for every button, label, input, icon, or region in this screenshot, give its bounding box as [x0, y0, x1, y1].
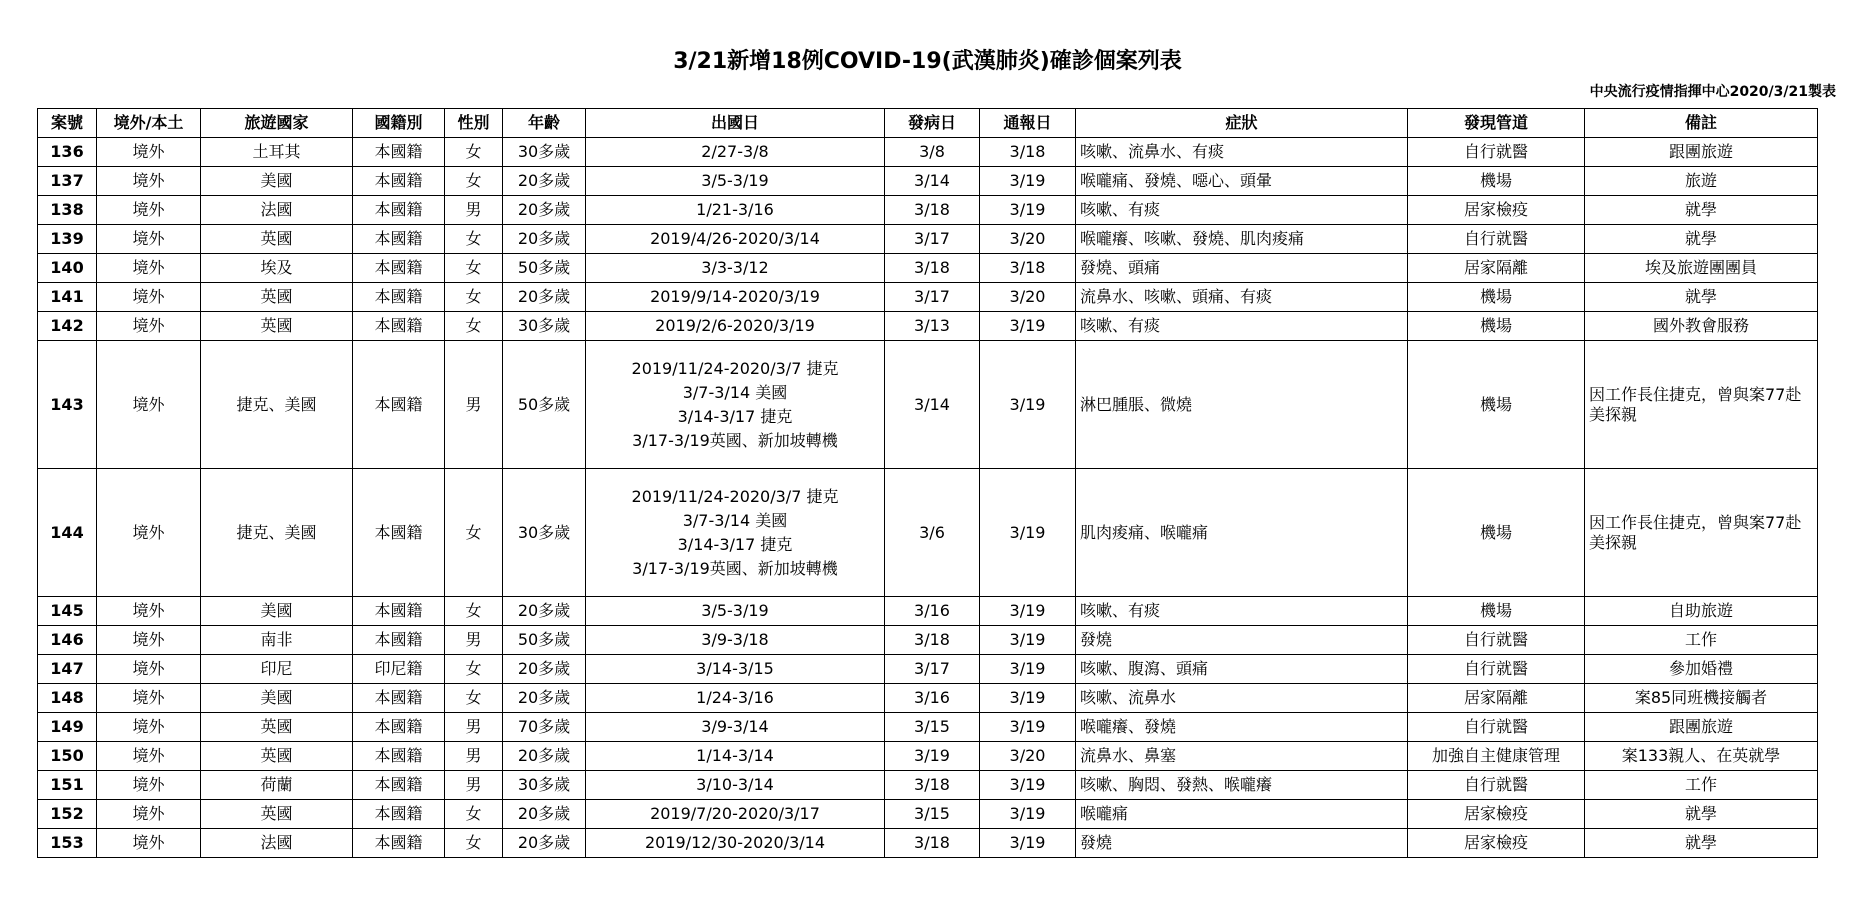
departure-line: 2019/7/20-2020/3/17: [650, 804, 820, 823]
cell-report-date: 3/19: [980, 167, 1076, 196]
cell-age: 50多歲: [503, 341, 586, 469]
departure-line: 3/14-3/15: [696, 659, 774, 678]
cell-case-no: 143: [38, 341, 97, 469]
cell-onset-date: 3/18: [885, 196, 980, 225]
cell-detection: 機場: [1408, 597, 1585, 626]
table-header-row: [38, 109, 1818, 138]
cell-report-date: 3/19: [980, 312, 1076, 341]
cell-report-date: 3/20: [980, 225, 1076, 254]
cell-report-date: 3/19: [980, 771, 1076, 800]
departure-line: 2019/11/24-2020/3/7 捷克: [631, 486, 839, 506]
cell-onset-date: 3/16: [885, 597, 980, 626]
departure-line: 1/24-3/16: [696, 688, 774, 707]
cell-nationality: 本國籍: [353, 312, 445, 341]
cell-onset-date: 3/18: [885, 626, 980, 655]
cell-detection: 居家檢疫: [1408, 829, 1585, 858]
cell-onset-date: 3/15: [885, 800, 980, 829]
table-row: [38, 829, 1818, 858]
cell-notes: 案133親人、在英就學: [1585, 742, 1818, 771]
cell-detection: 居家隔離: [1408, 254, 1585, 283]
cell-symptoms: 流鼻水、鼻塞: [1076, 742, 1408, 771]
cell-detection: 自行就醫: [1408, 626, 1585, 655]
cell-origin: 境外: [97, 684, 201, 713]
table-row: [38, 167, 1818, 196]
cell-departure-date: [586, 655, 885, 684]
header-notes: 備註: [1585, 109, 1818, 138]
cell-origin: 境外: [97, 341, 201, 469]
cell-case-no: 139: [38, 225, 97, 254]
cell-report-date: 3/19: [980, 597, 1076, 626]
cell-nationality: 本國籍: [353, 771, 445, 800]
cell-nationality: 本國籍: [353, 167, 445, 196]
cell-detection: 機場: [1408, 312, 1585, 341]
cell-notes: 就學: [1585, 283, 1818, 312]
cell-sex: 女: [445, 684, 503, 713]
cell-origin: 境外: [97, 597, 201, 626]
cell-nationality: 本國籍: [353, 684, 445, 713]
cell-travel-country: 土耳其: [201, 138, 353, 167]
cell-onset-date: 3/17: [885, 225, 980, 254]
cell-nationality: 本國籍: [353, 138, 445, 167]
table-row: [38, 713, 1818, 742]
departure-line: 3/7-3/14 美國: [682, 510, 788, 530]
cell-onset-date: 3/15: [885, 713, 980, 742]
cell-notes: 因工作長住捷克，曾與案77赴美探親: [1585, 469, 1818, 597]
table-row: [38, 684, 1818, 713]
header-nationality: 國籍別: [353, 109, 445, 138]
cell-age: 30多歲: [503, 469, 586, 597]
table-row: [38, 655, 1818, 684]
departure-line: 2019/9/14-2020/3/19: [650, 287, 820, 306]
cell-origin: 境外: [97, 655, 201, 684]
cell-notes: 因工作長住捷克，曾與案77赴美探親: [1585, 341, 1818, 469]
cell-nationality: 本國籍: [353, 469, 445, 597]
header-symptoms: 症狀: [1076, 109, 1408, 138]
cell-symptoms: 發燒、頭痛: [1076, 254, 1408, 283]
cell-departure-date: [586, 341, 885, 469]
cell-notes: 自助旅遊: [1585, 597, 1818, 626]
cell-report-date: 3/19: [980, 713, 1076, 742]
cell-travel-country: 美國: [201, 597, 353, 626]
cell-symptoms: 發燒: [1076, 626, 1408, 655]
cell-departure-date: [586, 800, 885, 829]
cell-detection: 機場: [1408, 341, 1585, 469]
cell-sex: 男: [445, 713, 503, 742]
cell-case-no: 140: [38, 254, 97, 283]
departure-line: 3/5-3/19: [701, 171, 769, 190]
cell-notes: 國外教會服務: [1585, 312, 1818, 341]
cell-notes: 跟團旅遊: [1585, 138, 1818, 167]
cell-onset-date: 3/17: [885, 655, 980, 684]
cell-nationality: 本國籍: [353, 254, 445, 283]
departure-line: 3/9-3/14: [701, 717, 769, 736]
cell-detection: 自行就醫: [1408, 225, 1585, 254]
cell-travel-country: 捷克、美國: [201, 341, 353, 469]
cell-departure-date: [586, 138, 885, 167]
cell-origin: 境外: [97, 283, 201, 312]
cell-age: 20多歲: [503, 742, 586, 771]
cell-travel-country: 南非: [201, 626, 353, 655]
table-row: [38, 341, 1818, 469]
cell-case-no: 147: [38, 655, 97, 684]
cell-sex: 女: [445, 597, 503, 626]
departure-line: 3/10-3/14: [696, 775, 774, 794]
cell-departure-date: [586, 225, 885, 254]
cell-age: 20多歲: [503, 283, 586, 312]
cell-age: 20多歲: [503, 167, 586, 196]
cell-report-date: 3/19: [980, 829, 1076, 858]
cell-onset-date: 3/13: [885, 312, 980, 341]
cell-report-date: 3/19: [980, 800, 1076, 829]
table-row: [38, 626, 1818, 655]
cell-age: 20多歲: [503, 684, 586, 713]
cell-onset-date: 3/14: [885, 341, 980, 469]
cell-onset-date: 3/6: [885, 469, 980, 597]
cell-case-no: 149: [38, 713, 97, 742]
cell-symptoms: 咳嗽、腹瀉、頭痛: [1076, 655, 1408, 684]
cell-travel-country: 美國: [201, 167, 353, 196]
cell-notes: 就學: [1585, 800, 1818, 829]
cell-age: 50多歲: [503, 626, 586, 655]
cell-onset-date: 3/18: [885, 829, 980, 858]
cell-travel-country: 埃及: [201, 254, 353, 283]
cell-travel-country: 英國: [201, 283, 353, 312]
cell-travel-country: 法國: [201, 196, 353, 225]
cell-age: 20多歲: [503, 225, 586, 254]
cell-nationality: 本國籍: [353, 597, 445, 626]
cell-sex: 女: [445, 254, 503, 283]
cell-detection: 自行就醫: [1408, 138, 1585, 167]
cell-case-no: 146: [38, 626, 97, 655]
cell-departure-date: [586, 713, 885, 742]
table-row: [38, 771, 1818, 800]
cell-case-no: 145: [38, 597, 97, 626]
cell-symptoms: 咳嗽、有痰: [1076, 597, 1408, 626]
cell-sex: 女: [445, 655, 503, 684]
cell-departure-date: [586, 312, 885, 341]
cell-age: 50多歲: [503, 254, 586, 283]
cell-onset-date: 3/18: [885, 254, 980, 283]
cell-departure-date: [586, 167, 885, 196]
cell-travel-country: 英國: [201, 225, 353, 254]
cell-symptoms: 咳嗽、有痰: [1076, 196, 1408, 225]
cell-notes: 埃及旅遊團團員: [1585, 254, 1818, 283]
table-row: [38, 254, 1818, 283]
table-row: [38, 196, 1818, 225]
cell-report-date: 3/20: [980, 283, 1076, 312]
cell-origin: 境外: [97, 469, 201, 597]
header-report-date: 通報日: [980, 109, 1076, 138]
departure-line: 3/14-3/17 捷克: [677, 534, 793, 554]
cell-report-date: 3/19: [980, 626, 1076, 655]
cell-sex: 女: [445, 167, 503, 196]
departure-line: 1/21-3/16: [696, 200, 774, 219]
header-age: 年齡: [503, 109, 586, 138]
departure-line: 3/3-3/12: [701, 258, 769, 277]
cell-age: 20多歲: [503, 829, 586, 858]
table-row: [38, 283, 1818, 312]
cell-departure-date: [586, 684, 885, 713]
cell-departure-date: [586, 771, 885, 800]
cell-sex: 女: [445, 283, 503, 312]
cell-notes: 就學: [1585, 829, 1818, 858]
cell-symptoms: 肌肉痠痛、喉嚨痛: [1076, 469, 1408, 597]
departure-line: 2019/2/6-2020/3/19: [655, 316, 815, 335]
cell-age: 20多歲: [503, 800, 586, 829]
page-title: 3/21新增18例COVID-19(武漢肺炎)確診個案列表: [673, 49, 1182, 74]
cell-departure-date: [586, 469, 885, 597]
cell-symptoms: 喉嚨痛: [1076, 800, 1408, 829]
cell-symptoms: 咳嗽、流鼻水: [1076, 684, 1408, 713]
header-sex: 性別: [445, 109, 503, 138]
cell-detection: 居家隔離: [1408, 684, 1585, 713]
cell-detection: 加強自主健康管理: [1408, 742, 1585, 771]
case-table: [37, 108, 1818, 858]
cell-notes: 參加婚禮: [1585, 655, 1818, 684]
cell-case-no: 150: [38, 742, 97, 771]
cell-case-no: 148: [38, 684, 97, 713]
cell-origin: 境外: [97, 771, 201, 800]
cell-symptoms: 咳嗽、有痰: [1076, 312, 1408, 341]
departure-line: 3/9-3/18: [701, 630, 769, 649]
table-body: [38, 138, 1818, 858]
cell-nationality: 本國籍: [353, 196, 445, 225]
cell-detection: 機場: [1408, 469, 1585, 597]
cell-detection: 機場: [1408, 167, 1585, 196]
cell-departure-date: [586, 254, 885, 283]
cell-symptoms: 咳嗽、胸悶、發熱、喉嚨癢: [1076, 771, 1408, 800]
cell-report-date: 3/19: [980, 196, 1076, 225]
cell-case-no: 142: [38, 312, 97, 341]
departure-line: 3/14-3/17 捷克: [677, 406, 793, 426]
cell-nationality: 本國籍: [353, 341, 445, 469]
cell-onset-date: 3/8: [885, 138, 980, 167]
cell-travel-country: 英國: [201, 800, 353, 829]
cell-travel-country: 法國: [201, 829, 353, 858]
header-case-no: 案號: [38, 109, 97, 138]
cell-origin: 境外: [97, 800, 201, 829]
cell-age: 30多歲: [503, 771, 586, 800]
cell-travel-country: 英國: [201, 742, 353, 771]
cell-origin: 境外: [97, 254, 201, 283]
cell-sex: 女: [445, 469, 503, 597]
cell-case-no: 137: [38, 167, 97, 196]
table-row: [38, 742, 1818, 771]
table-row: [38, 138, 1818, 167]
cell-sex: 女: [445, 312, 503, 341]
cell-travel-country: 美國: [201, 684, 353, 713]
cell-travel-country: 英國: [201, 713, 353, 742]
cell-sex: 男: [445, 196, 503, 225]
cell-nationality: 本國籍: [353, 283, 445, 312]
cell-symptoms: 咳嗽、流鼻水、有痰: [1076, 138, 1408, 167]
cell-origin: 境外: [97, 312, 201, 341]
cell-age: 20多歲: [503, 655, 586, 684]
cell-departure-date: [586, 196, 885, 225]
cell-age: 30多歲: [503, 312, 586, 341]
cell-notes: 就學: [1585, 225, 1818, 254]
cell-age: 30多歲: [503, 138, 586, 167]
cell-case-no: 138: [38, 196, 97, 225]
header-departure-date: 出國日: [586, 109, 885, 138]
cell-nationality: 本國籍: [353, 225, 445, 254]
cell-sex: 男: [445, 742, 503, 771]
cell-detection: 居家檢疫: [1408, 196, 1585, 225]
cell-sex: 男: [445, 341, 503, 469]
cell-nationality: 本國籍: [353, 742, 445, 771]
cell-sex: 女: [445, 829, 503, 858]
cell-onset-date: 3/19: [885, 742, 980, 771]
cell-case-no: 153: [38, 829, 97, 858]
cell-sex: 女: [445, 225, 503, 254]
cell-detection: 自行就醫: [1408, 655, 1585, 684]
cell-notes: 工作: [1585, 771, 1818, 800]
cell-travel-country: 捷克、美國: [201, 469, 353, 597]
cell-report-date: 3/19: [980, 655, 1076, 684]
cell-notes: 旅遊: [1585, 167, 1818, 196]
cell-report-date: 3/19: [980, 469, 1076, 597]
cell-origin: 境外: [97, 225, 201, 254]
cell-nationality: 本國籍: [353, 626, 445, 655]
departure-line: 3/5-3/19: [701, 601, 769, 620]
cell-symptoms: 喉嚨癢、咳嗽、發燒、肌肉痠痛: [1076, 225, 1408, 254]
issuer-line: 中央流行疫情指揮中心2020/3/21製表: [1589, 84, 1836, 100]
departure-line: 2019/4/26-2020/3/14: [650, 229, 820, 248]
cell-travel-country: 荷蘭: [201, 771, 353, 800]
cell-departure-date: [586, 283, 885, 312]
cell-departure-date: [586, 597, 885, 626]
cell-departure-date: [586, 626, 885, 655]
cell-origin: 境外: [97, 713, 201, 742]
cell-notes: 案85同班機接觸者: [1585, 684, 1818, 713]
cell-detection: 機場: [1408, 283, 1585, 312]
table-row: [38, 225, 1818, 254]
cell-nationality: 本國籍: [353, 713, 445, 742]
header-travel-country: 旅遊國家: [201, 109, 353, 138]
cell-detection: 自行就醫: [1408, 771, 1585, 800]
cell-onset-date: 3/16: [885, 684, 980, 713]
cell-notes: 跟團旅遊: [1585, 713, 1818, 742]
cell-report-date: 3/18: [980, 138, 1076, 167]
cell-case-no: 144: [38, 469, 97, 597]
cell-travel-country: 印尼: [201, 655, 353, 684]
cell-age: 20多歲: [503, 597, 586, 626]
departure-line: 2019/11/24-2020/3/7 捷克: [631, 358, 839, 378]
cell-sex: 男: [445, 771, 503, 800]
cell-notes: 工作: [1585, 626, 1818, 655]
table-row: [38, 597, 1818, 626]
cell-departure-date: [586, 829, 885, 858]
header-detection: 發現管道: [1408, 109, 1585, 138]
cell-symptoms: 淋巴腫脹、微燒: [1076, 341, 1408, 469]
departure-line: 2/27-3/8: [701, 142, 769, 161]
cell-detection: 自行就醫: [1408, 713, 1585, 742]
cell-symptoms: 發燒: [1076, 829, 1408, 858]
departure-line: 3/17-3/19英國、新加坡轉機: [632, 558, 838, 578]
table-row: [38, 469, 1818, 597]
cell-origin: 境外: [97, 626, 201, 655]
cell-origin: 境外: [97, 167, 201, 196]
header-onset-date: 發病日: [885, 109, 980, 138]
cell-onset-date: 3/17: [885, 283, 980, 312]
cell-case-no: 136: [38, 138, 97, 167]
cell-notes: 就學: [1585, 196, 1818, 225]
cell-detection: 居家檢疫: [1408, 800, 1585, 829]
cell-symptoms: 流鼻水、咳嗽、頭痛、有痰: [1076, 283, 1408, 312]
cell-nationality: 印尼籍: [353, 655, 445, 684]
cell-case-no: 141: [38, 283, 97, 312]
cell-sex: 男: [445, 626, 503, 655]
cell-age: 20多歲: [503, 196, 586, 225]
cell-report-date: 3/19: [980, 684, 1076, 713]
cell-nationality: 本國籍: [353, 829, 445, 858]
cell-onset-date: 3/18: [885, 771, 980, 800]
cell-symptoms: 喉嚨痛、發燒、噁心、頭暈: [1076, 167, 1408, 196]
cell-departure-date: [586, 742, 885, 771]
cell-origin: 境外: [97, 138, 201, 167]
cell-case-no: 151: [38, 771, 97, 800]
cell-origin: 境外: [97, 196, 201, 225]
departure-line: 3/17-3/19英國、新加坡轉機: [632, 430, 838, 450]
departure-line: 1/14-3/14: [696, 746, 774, 765]
cell-onset-date: 3/14: [885, 167, 980, 196]
cell-report-date: 3/18: [980, 254, 1076, 283]
cell-age: 70多歲: [503, 713, 586, 742]
cell-sex: 女: [445, 138, 503, 167]
table-row: [38, 312, 1818, 341]
cell-origin: 境外: [97, 742, 201, 771]
cell-report-date: 3/19: [980, 341, 1076, 469]
cell-case-no: 152: [38, 800, 97, 829]
cell-report-date: 3/20: [980, 742, 1076, 771]
departure-line: 3/7-3/14 美國: [682, 382, 788, 402]
cell-nationality: 本國籍: [353, 800, 445, 829]
cell-travel-country: 英國: [201, 312, 353, 341]
cell-symptoms: 喉嚨癢、發燒: [1076, 713, 1408, 742]
cell-sex: 女: [445, 800, 503, 829]
departure-line: 2019/12/30-2020/3/14: [644, 833, 826, 852]
table-row: [38, 800, 1818, 829]
header-origin: 境外/本土: [97, 109, 201, 138]
cell-origin: 境外: [97, 829, 201, 858]
